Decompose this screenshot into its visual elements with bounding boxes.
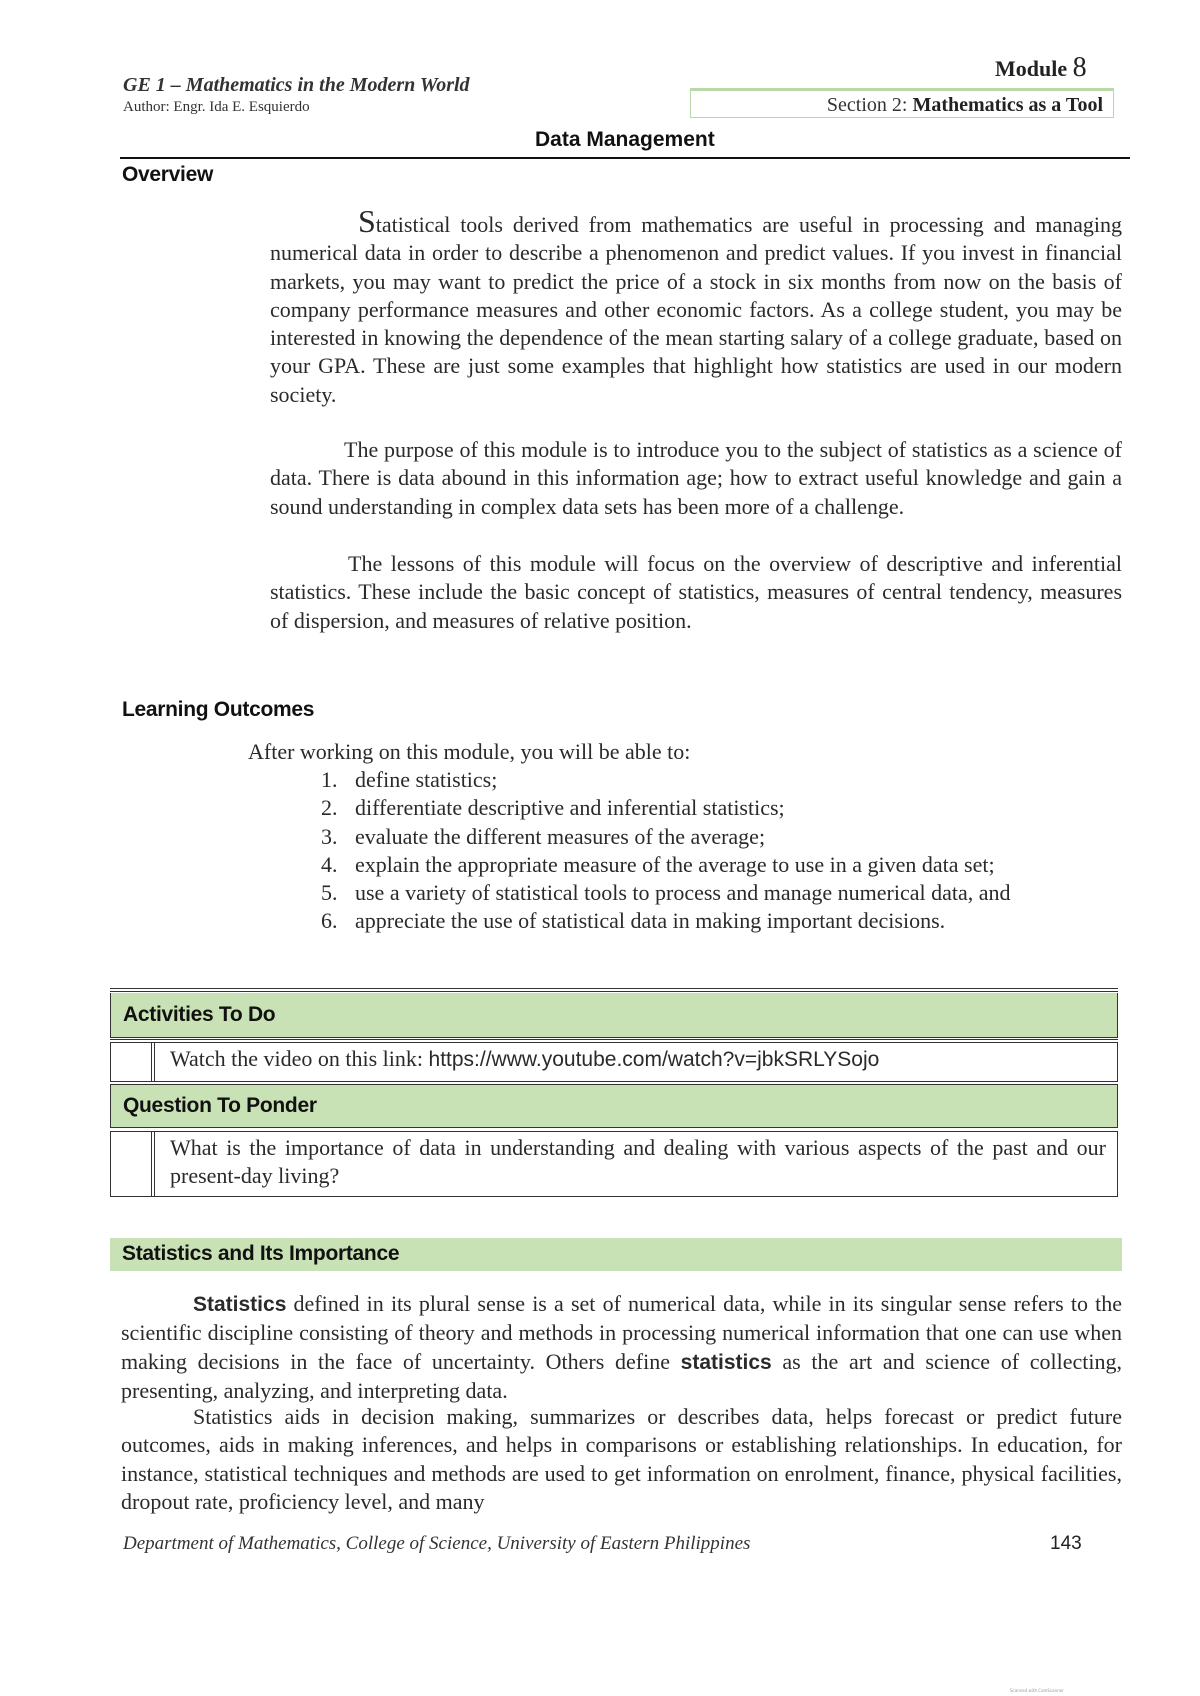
section-box: [690, 88, 1114, 118]
statistics-paragraph-2: Statistics aids in decision making, summarizes or describes data, helps forecast or predict future outcomes, aids in making inferences, and helps in comparisons or establishing relationships. In education, for instance, statistical techniques and methods are used to get information on enrolment, finance, physical facilities, dropout rate, proficiency level, and many: [121, 1404, 1122, 1514]
row-marker-cell: [151, 1043, 155, 1081]
term-statistics: Statistics: [193, 1293, 287, 1316]
course-title: GE 1 – Mathematics in the Modern World: [123, 74, 470, 96]
module-word: Module: [995, 56, 1068, 81]
overview-paragraph-1: [270, 203, 1122, 409]
statistics-paragraph-1-b: as the art and science of collecting, presenting, analyzing, and interpreting data.: [121, 1348, 1122, 1403]
ponder-header: [110, 1084, 1118, 1128]
row-marker-cell: [151, 1132, 155, 1196]
activities-prefix: Watch the video on this link:: [170, 1046, 429, 1071]
page-number: 143: [1050, 1533, 1082, 1554]
table-top-border: [110, 988, 1118, 992]
list-item: 5. use a variety of statistical tools to process and manage numerical data, and: [321, 880, 1011, 906]
list-item: 2. differentiate descriptive and inferential statistics;: [321, 795, 785, 821]
ponder-heading: Question To Ponder: [123, 1094, 317, 1117]
overview-paragraph-1-text: tatistical tools derived from mathematics are useful in processing and managing numerical data in order to describe a phenomenon and predict values. If you invest in financial markets, you may want to predict the price of a stock in six months from now on the basis of company performance measures and other economic factors. As a college student, you may be interested in knowing the dependence of the mean starting salary of a college graduate, based on your GPA. These are just some examples that highlight how statistics are used in our modern society.: [270, 212, 1122, 407]
statistics-header: [110, 1238, 1122, 1271]
video-link[interactable]: https://www.youtube.com/watch?v=jbkSRLYSojo: [428, 1048, 880, 1071]
outcomes-list: [321, 766, 1141, 936]
statistics-heading: Statistics and Its Importance: [122, 1242, 400, 1265]
outcomes-intro: After working on this module, you will be able to:: [248, 739, 691, 764]
module-number: 8: [1072, 52, 1087, 83]
author-line: Author: Engr. Ida E. Esquierdo: [123, 99, 310, 115]
statistics-paragraph-1-a: defined in its plural sense is a set of numerical data, while in its singular sense refers to the scientific discipline consisting of theory and methods in processing numerical information that one can use when making decisions in the face of uncertainty. Others define: [121, 1291, 1122, 1374]
activities-heading: Activities To Do: [123, 1003, 276, 1026]
ponder-text: What is the importance of data in understanding and dealing with various aspects of the past and our present-day living?: [170, 1135, 1106, 1189]
list-item: 3. evaluate the different measures of the average;: [321, 823, 766, 849]
overview-heading: Overview: [122, 163, 213, 186]
list-item: 1. define statistics;: [321, 767, 498, 792]
overview-paragraph-3: The lessons of this module will focus on the overview of descriptive and inferential statistics. These include the basic concept of statistics, measures of central tendency, measures of dispersion, and measures of relative position.: [270, 551, 1122, 633]
term-statistics-2: statistics: [680, 1350, 772, 1374]
scanner-watermark: Scanned with CamScanner: [1010, 1688, 1064, 1693]
section-prefix: Section 2:: [826, 94, 908, 116]
header-divider: [120, 157, 1130, 159]
topic-title: Data Management: [535, 128, 715, 151]
statistics-paragraph-1: [121, 1290, 1122, 1405]
learning-outcomes-heading: Learning Outcomes: [122, 698, 315, 721]
footer-department: Department of Mathematics, College of Science, University of Eastern Philippines: [123, 1533, 751, 1554]
list-item: 4. explain the appropriate measure of the average to use in a given data set;: [321, 851, 995, 877]
activities-text: [170, 1046, 879, 1072]
ponder-row: [110, 1131, 1118, 1197]
activities-row: [110, 1042, 1118, 1082]
section-title: Mathematics as a Tool: [912, 94, 1103, 116]
list-item: 6. appreciate the use of statistical data in making important decisions.: [321, 908, 946, 934]
section-label: [827, 94, 1103, 117]
activities-header: [110, 993, 1118, 1038]
overview-paragraph-2: The purpose of this module is to introduce you to the subject of statistics as a science of data. There is data abound in this information age; how to extract useful knowledge and gain a sound understanding in complex data sets has been more of a challenge.: [270, 437, 1122, 519]
module-label: [995, 52, 1087, 84]
drop-cap: S: [358, 203, 376, 239]
